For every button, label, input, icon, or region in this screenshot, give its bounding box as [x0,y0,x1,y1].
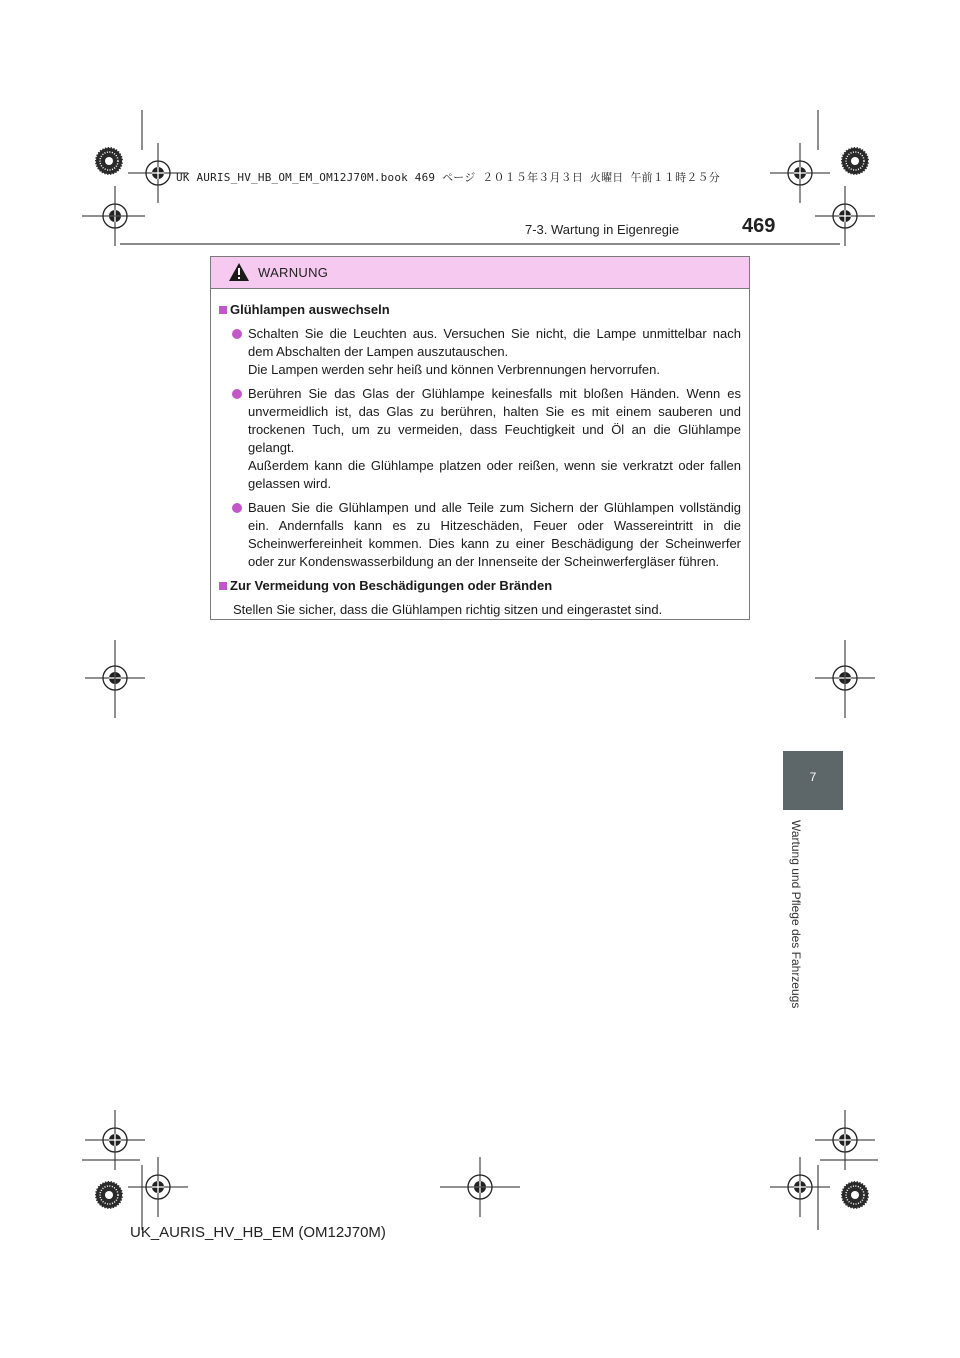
starburst-mark [841,1181,869,1209]
starburst-mark [95,1181,123,1209]
page-number: 469 [742,215,776,237]
section-heading: Glühlampen auswechseln [219,301,741,319]
header-rule [120,243,840,245]
crosshair-mark [770,143,830,203]
starburst-mark [95,147,123,175]
square-bullet-icon [219,306,227,314]
section-heading: Zur Vermeidung von Beschädigungen oder Bränden [219,577,741,595]
crosshair-mark [815,1110,875,1170]
warning-header [211,257,749,289]
round-bullet-icon [232,329,242,339]
chapter-title-vertical: Wartung und Pflege des Fahrzeugs [789,820,803,1009]
round-bullet-icon [232,389,242,399]
crosshair-mark [770,1157,830,1217]
crosshair-mark [85,1110,145,1170]
section-title: 7-3. Wartung in Eigenregie [525,222,680,237]
book-file-info: UK AURIS_HV_HB_OM_EM_OM12J70M.book 469 ページ ２０１５年３月３日 火曜日 午前１１時２５分 [176,171,720,184]
warning-body [211,289,749,619]
warning-box [210,256,750,620]
warning-title: WARNUNG [258,265,329,280]
chapter-tab [783,751,843,810]
square-bullet-icon [219,582,227,590]
crosshair-mark [815,186,875,246]
list-item: Berühren Sie das Glas der Glühlampe keinesfalls mit bloßen Händen. Wenn es unvermeidlich ist, das Glas zu berühren, halten Sie es mit einem sauberen und trockenen Tuch, um zu vermeiden, dass Feuchtigkeit und Öl an die Glühlampe gelangt. Außerdem kann die Glühlampe platzen oder reißen, wenn sie verkratzt oder fallen gelassen wird. [219,385,741,493]
crosshair-mark [128,1157,188,1217]
list-item: Schalten Sie die Leuchten aus. Versuchen Sie nicht, die Lampe unmittelbar nach dem Abschalten der Lampen auszutauschen. Die Lampen werden sehr heiß und können Verbrennungen hervorrufen. [219,325,741,379]
round-bullet-icon [232,503,242,513]
starburst-mark [841,147,869,175]
section-text: Stellen Sie sicher, dass die Glühlampen richtig sitzen und eingerastet sind. [233,602,663,617]
document-id: UK_AURIS_HV_HB_EM (OM12J70M) [130,1224,386,1241]
warning-triangle-icon [228,262,250,282]
list-item: Bauen Sie die Glühlampen und alle Teile zum Sichern der Glühlampen vollständig ein. Andernfalls kann es zu Hitzeschäden, Feuer oder Wassereintritt in die Scheinwerfereinheit kommen. Dies kann zu einer Beschädigung der Scheinwerfer oder zur Kondenswasserbildung an der Innenseite der Scheinwerfergläser führen. [219,499,741,571]
chapter-number: 7 [809,770,817,784]
